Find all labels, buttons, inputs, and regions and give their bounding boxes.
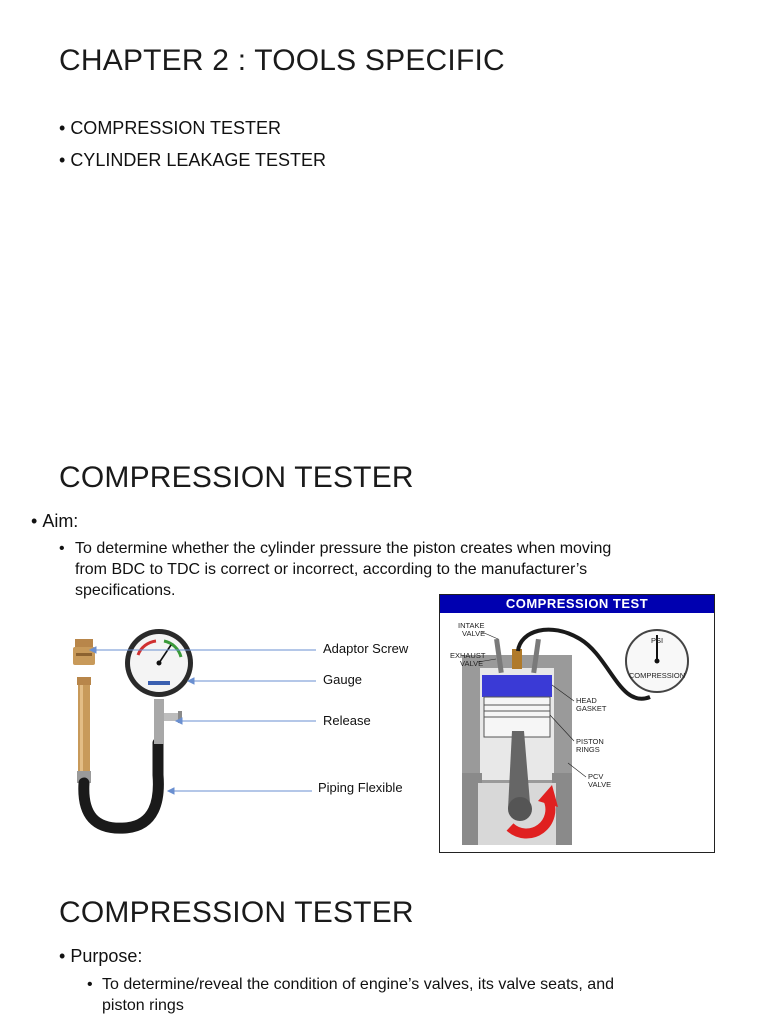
slide1-bullet-2: • CYLINDER LEAKAGE TESTER	[59, 150, 326, 171]
label-adaptor-screw: Adaptor Screw	[323, 641, 409, 656]
slide1-bullet-1: • COMPRESSION TESTER	[59, 118, 281, 139]
gauge-compression-label: COMPRESSION	[628, 671, 686, 680]
intake-valve-label-1: INTAKE	[458, 621, 485, 630]
leader-arrow-release	[176, 718, 182, 724]
slide3-purpose-line-1: To determine/reveal the condition of engine’s valves, its valve seats, and	[102, 976, 614, 993]
head-gasket-label-1: HEAD	[576, 696, 597, 705]
compressed-charge-icon	[482, 675, 552, 697]
label-release: Release	[323, 713, 371, 728]
pcv-valve-label-2: VALVE	[588, 780, 612, 789]
slide1-title: CHAPTER 2 : TOOLS SPECIFIC	[59, 44, 505, 77]
slide2-bullet-aim: • Aim:	[31, 511, 78, 532]
slide2-title: COMPRESSION TESTER	[59, 461, 414, 494]
slide2-aim-line-3: specifications.	[75, 582, 176, 599]
slide3-bullet-purpose: • Purpose:	[59, 946, 142, 967]
piston-rings-label-1: PISTON	[576, 737, 604, 746]
slide3-title: COMPRESSION TESTER	[59, 896, 414, 929]
leader-arrow-adaptor	[90, 647, 96, 653]
piston-rings-label-2: RINGS	[576, 745, 600, 754]
leader-arrow-gauge	[188, 678, 194, 684]
intake-valve-label-2: VALVE	[462, 629, 486, 638]
label-gauge: Gauge	[323, 672, 363, 687]
pcv-valve-label-1: PCV	[588, 772, 604, 781]
head-gasket-label-2: GASKET	[576, 704, 607, 713]
engine-cross-section-image	[440, 613, 714, 852]
slide3-purpose-description: • To determine/reveal the condition of engine’s valves, its valve seats, and piston rings	[87, 974, 747, 1016]
slide2-aim-description: • To determine whether the cylinder pressure the piston creates when moving from BDC to TDC is correct or incorrect, according to the manufacturer’s specifications.	[59, 538, 739, 601]
slide2-aim-line-1: To determine whether the cylinder pressure the piston creates when moving	[75, 540, 612, 557]
valves-icon	[494, 639, 541, 674]
exhaust-valve-label-1: EXHAUST	[450, 651, 486, 660]
exhaust-valve-label-2: VALVE	[460, 659, 484, 668]
diagram-title: COMPRESSION TEST	[440, 595, 714, 613]
compression-test-diagram	[439, 594, 715, 853]
leader-arrow-piping	[168, 788, 174, 794]
slide2-aim-line-2: from BDC to TDC is correct or incorrect, according to the manufacturer’s	[75, 561, 588, 578]
label-piping-flexible: Piping Flexible	[318, 780, 403, 795]
crankshaft-icon	[508, 797, 532, 821]
slide3-purpose-line-2: piston rings	[102, 997, 184, 1014]
leader-lines	[88, 640, 318, 800]
gauge-unit-label: PSI	[650, 636, 664, 645]
